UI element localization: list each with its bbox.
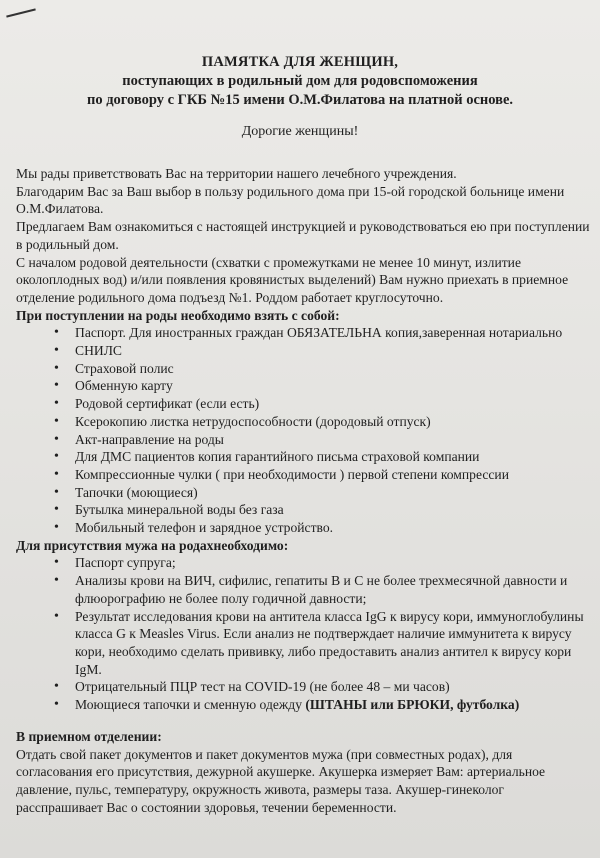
list-item: • Для ДМС пациентов копия гарантийного письма страховой компании	[54, 448, 590, 466]
list-item: • Обменную карту	[54, 377, 590, 395]
intro-paragraph: Мы рады приветствовать Вас на территории нашего лечебного учреждения.	[16, 166, 457, 181]
reception-text: Отдать свой пакет документов и пакет документов мужа (при совместных родах), для согласования его присутствия, дежурной акушерке. Акушерка измеряет Вам: артериальное давление, пульс, температуру, окружность живота, размеры таза. Акушер-гинеколог расспрашивает Вас о состоянии здоровья, течении беременности.	[16, 746, 546, 815]
list-item-bold-text: (ШТАНЫ или БРЮКИ, футболка)	[305, 697, 520, 713]
title-line-1: ПАМЯТКА ДЛЯ ЖЕНЩИН,	[201, 54, 399, 70]
list-item: • Паспорт супруга;	[54, 554, 590, 572]
pen-mark	[6, 8, 36, 17]
list-item: • Отрицательный ПЦР тест на COVID-19 (не более 48 – ми часов)	[54, 678, 590, 696]
list-item: • Компрессионные чулки ( при необходимости ) первой степени компрессии	[54, 466, 590, 484]
admission-list	[16, 324, 590, 536]
title-line-2: поступающих в родильный дом для родовспоможения	[122, 73, 478, 89]
list-item: • Результат исследования крови на антитела класса IgG к вирусу кори, иммуноглобулины класса G к Measles Virus. Если анализ не подтверждает наличие иммунитета к вирусу кори, необходимо сделать прививку, либо предоставить анализ антител к вирусу кори IgM.	[54, 608, 590, 679]
list-item: • Паспорт. Для иностранных граждан ОБЯЗАТЕЛЬНА копия,заверенная нотариально	[54, 324, 590, 342]
list-item: • Бутылка минеральной воды без газа	[54, 501, 590, 519]
greeting: Дорогие женщины!	[241, 124, 359, 139]
list-item	[54, 696, 590, 714]
document-title	[0, 53, 600, 110]
admission-section-title: При поступлении на роды необходимо взять с собой:	[16, 307, 340, 323]
reception-section-title: В приемном отделении:	[16, 728, 162, 744]
list-item: • Родовой сертификат (если есть)	[54, 395, 590, 413]
husband-section-title: Для присутствия мужа на родахнеобходимо:	[16, 537, 289, 553]
list-item: • СНИЛС	[54, 342, 590, 360]
document-body	[16, 165, 590, 816]
intro-paragraph: С началом родовой деятельности (схватки с промежутками не менее 10 минут, излитие околоплодных вод) и/или появления кровянистых выделений) Вам нужно приехать в приемное отделение родильного дома подъезд №1. Роддом работает круглосуточно.	[16, 254, 569, 305]
title-line-3: по договору с ГКБ №15 имени О.М.Филатова на платной основе.	[86, 92, 514, 108]
list-item: • Мобильный телефон и зарядное устройство.	[54, 519, 590, 537]
list-item: • Страховой полис	[54, 360, 590, 378]
husband-list	[16, 554, 590, 713]
list-item: • Анализы крови на ВИЧ, сифилис, гепатиты В и С не более трехмесячной давности и флюорографию не более полу годичной давности;	[54, 572, 590, 607]
list-item: • Акт-направление на роды	[54, 431, 590, 449]
intro-paragraph: Предлагаем Вам ознакомиться с настоящей инструкцией и руководствоваться ею при поступлении в родильный дом.	[16, 219, 590, 252]
list-item: • Ксерокопию листка нетрудоспособности (дородовый отпуск)	[54, 413, 590, 431]
list-item-text: Моющиеся тапочки и сменную одежду	[75, 697, 306, 713]
list-item: • Тапочки (моющиеся)	[54, 484, 590, 502]
intro-paragraph: Благодарим Вас за Ваш выбор в пользу родильного дома при 15-ой городской больнице имени О.М.Филатова.	[16, 183, 565, 217]
